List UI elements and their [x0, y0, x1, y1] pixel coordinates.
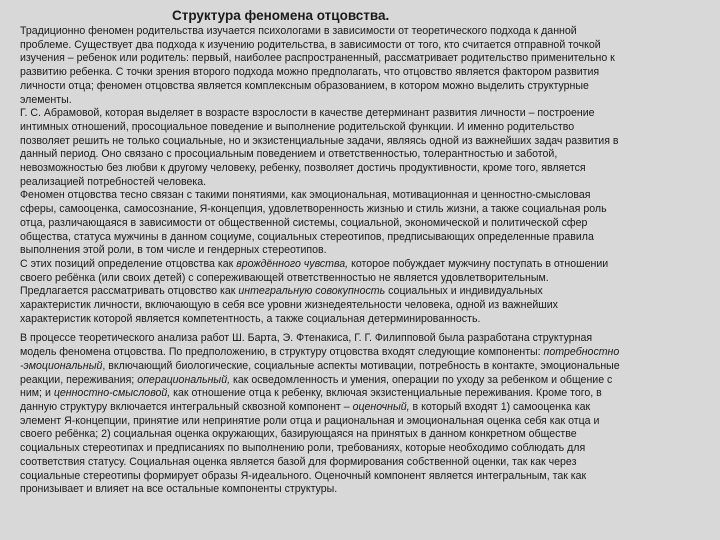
text-line: характеристик личности, включающую в себя все уровни жизнедеятельности человека, одной из важнейших	[20, 299, 558, 312]
text-line: данный период. Оно связано с просоциальным поведением и ответственностью, толерантностью и заботой,	[20, 148, 558, 161]
text-line: своего ребёнка (или своих детей) с сопереживающей ответственностью не является удовлетворительным.	[20, 271, 549, 284]
text-line: своего ребёнка; 2) социальная оценка окружающих, базирующаяся на принятых в данном конкретном обществе	[20, 428, 577, 441]
text-line: личности отца; феномен отцовства является комплексным образованием, в котором можно выделить структурные	[20, 79, 589, 92]
text-line: позволяет решить не только социальные, но и экзистенциальные задачи, являясь одной из важнейших задач развития в	[20, 134, 619, 147]
text-line: отца, различающаяся в зависимости от общественной системы, социальной, экономической и политической сфер	[20, 216, 588, 229]
paragraph-block-2	[20, 332, 712, 496]
paragraph-block-1	[20, 25, 712, 326]
text-line: реализацией потребностей человека.	[20, 175, 207, 188]
document-title: Структура феномена отцовства.	[172, 8, 390, 23]
text-line: социальных стереотипах и предписаниях по выполнению роли, требованиях, которые необходимо соблюдать для	[20, 442, 586, 455]
text-line: интимных отношений, просоциальное поведение и выполнение родительской функции. И именно родительство	[20, 120, 575, 133]
text-line: сферы, самооценка, самосознание, Я-концепция, удовлетворенность жизнью и стиль жизни, а также социальная роль	[20, 203, 607, 216]
text-line: реакции, переживания; операциональный, как осведомленность и умения, операции по уходу за ребенком и общение с	[20, 373, 613, 386]
text-line: характеристик которой является компетентность, а также социальная детерминированность.	[20, 312, 481, 325]
text-line: невозможностью без любви к другому человеку, ребенку, позволяет достичь продуктивности, кроме того, является	[20, 162, 586, 175]
text-line: модель феномена отцовства. По предположению, в структуру отцовства входят следующие компоненты: потребностно	[20, 346, 620, 359]
text-line: Г. С. Абрамовой, которая выделяет в возрасте взрослости в качестве детерминант развития личности – построение	[20, 107, 595, 120]
text-line: В процессе теоретического анализа работ Ш. Барта, Э. Фтенакиса, Г. Г. Филипповой была разработана структурная	[20, 332, 593, 345]
text-line: С этих позиций определение отцовства как врождённого чувства, которое побуждает мужчину поступать в отношении	[20, 257, 609, 270]
text-line: развитию ребенка. С точки зрения второго подхода можно предполагать, что отцовство является фактором развития	[20, 66, 600, 79]
text-line: выполнения этой роли, в том числе и гендерных стереотипов.	[20, 244, 327, 257]
text-line: ним; и ценностно-смысловой, как отношение отца к ребенку, включая экзистенциальные переживания. Кроме того, в	[20, 387, 602, 400]
text-line: Предлагается рассматривать отцовство как интегральную совокупность социальных и индивидуальных	[20, 285, 543, 298]
text-line: общества, статуса мужчины в данном социуме, социальных стереотипов, предписывающих определенные правила	[20, 230, 594, 243]
text-line: элемент Я-концепции, принятие или непринятие роли отца и рациональная и эмоциональная оценка себя как отца и	[20, 414, 600, 427]
text-line: Традиционно феномен родительства изучается психологами в зависимости от теоретического подхода к данной	[20, 25, 577, 37]
text-line: данную структуру включается интегральный сквозной компонент – оценочный, в который входят 1) самооценка как	[20, 400, 591, 413]
text-line: социальные стереотипы формирует образы Я-идеального. Оценочный компонент является интегральным, так как	[20, 469, 587, 482]
text-line: элементы.	[20, 93, 72, 106]
text-line: изучения – ребенок или родитель: первый, наиболее распространенный, рассматривает родительство применительно к	[20, 52, 615, 65]
text-line: -эмоциональный, включающий биологические, социальные аспекты мотивации, потребность в контакте, эмоциональные	[20, 359, 620, 372]
text-line: пронизывает и влияет на все остальные компоненты структуры.	[20, 483, 338, 496]
text-line: Феномен отцовства тесно связан с такими понятиями, как эмоциональная, мотивационная и ценностно-смысловая	[20, 189, 591, 202]
text-line: проблеме. Существует два подхода к изучению родительства, в зависимости от того, кто считается отправной точкой	[20, 38, 601, 51]
text-line: соответствия статусу. Социальная оценка является базой для формирования собственной оценки, так как через	[20, 455, 577, 468]
